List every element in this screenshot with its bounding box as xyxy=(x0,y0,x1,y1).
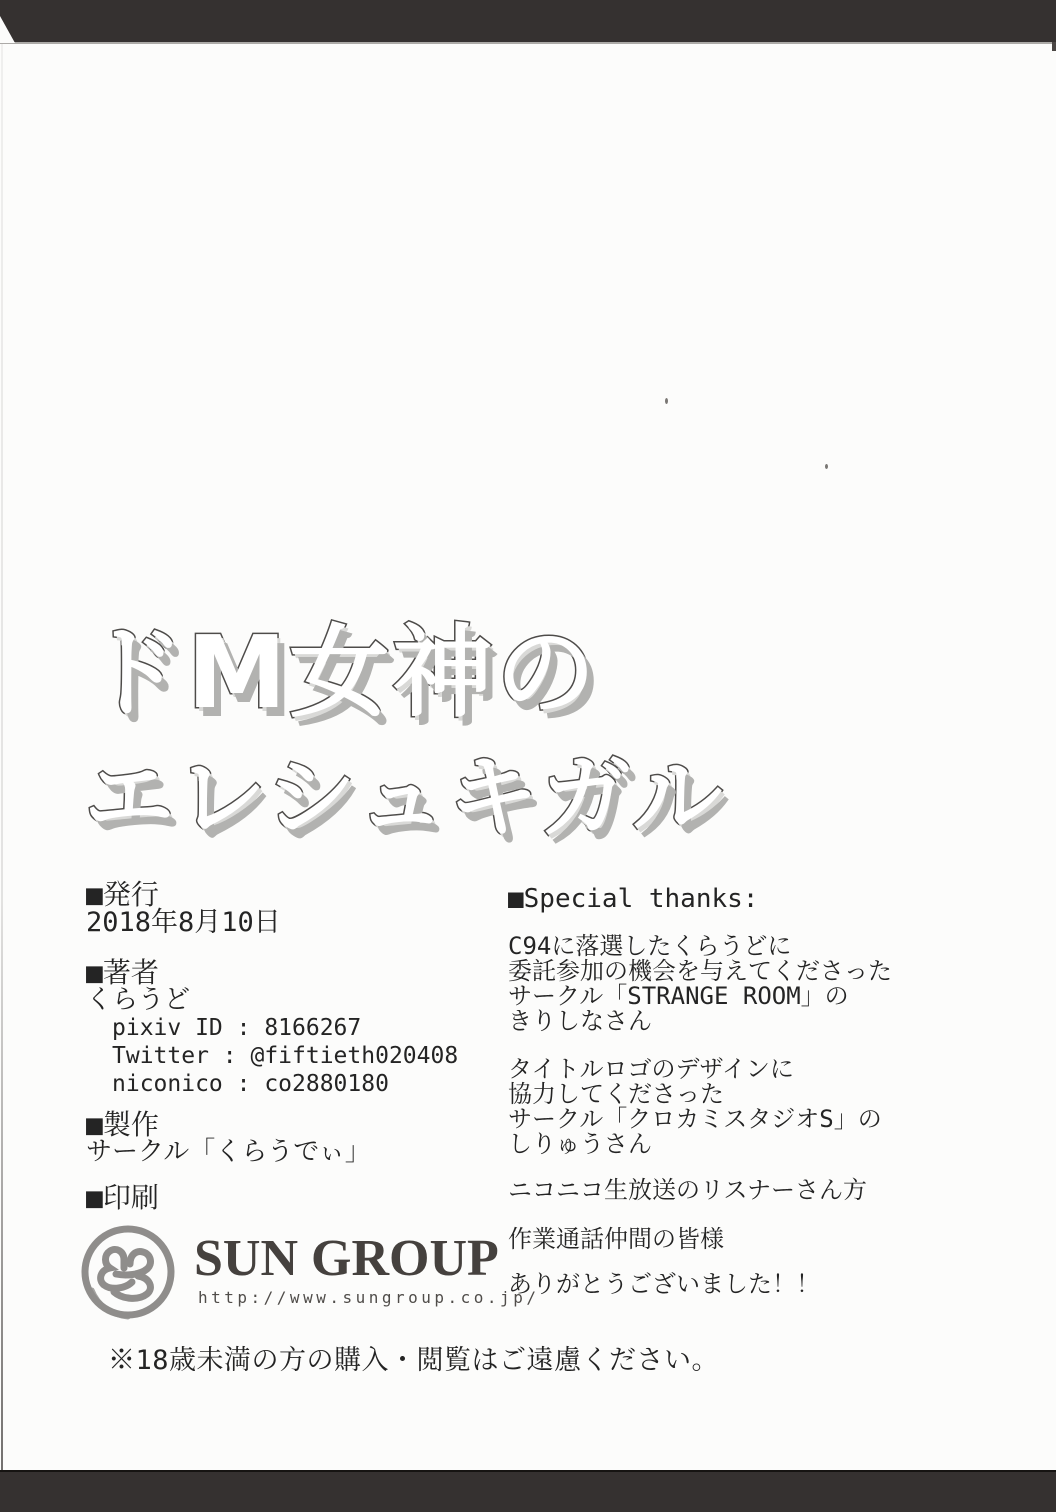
author-pixiv-id: pixiv ID : 8166267 xyxy=(112,1015,362,1041)
printer-company-name: SUN GROUP xyxy=(194,1230,499,1287)
thanks-closing: ありがとうございました！！ xyxy=(508,1270,820,1298)
special-thanks-paragraph-1 xyxy=(508,934,892,1034)
sun-group-wordmark xyxy=(194,1224,539,1307)
special-thanks-heading: ■Special thanks: xyxy=(508,884,759,914)
scan-right-edge-mark xyxy=(1052,42,1056,51)
thanks-line: しりゅうさん xyxy=(508,1130,652,1158)
sun-group-logo xyxy=(76,1224,539,1324)
thanks-line: 協力してくださった xyxy=(508,1080,724,1108)
scan-speck xyxy=(825,464,828,469)
thanks-line: C94に落選したくらうどに xyxy=(508,932,792,960)
special-thanks-paragraph-2 xyxy=(508,1057,882,1157)
title-logo-line-2: エレシュキガル xyxy=(84,745,724,850)
thanks-line: 委託参加の機会を与えてくださった xyxy=(508,957,892,985)
thanks-line: きりしなさん xyxy=(508,1007,652,1035)
scan-left-edge-line xyxy=(1,44,3,1472)
printing-section-heading: ■印刷 xyxy=(86,1181,159,1214)
scanner-band-top xyxy=(0,0,1056,42)
thanks-line: サークル「STRANGE ROOM」の xyxy=(508,982,849,1010)
author-niconico: niconico : co2880180 xyxy=(112,1071,389,1097)
thanks-line: タイトルロゴのデザインに xyxy=(508,1055,794,1083)
thanks-line: サークル「クロカミスタジオS」の xyxy=(508,1105,882,1133)
publish-section-heading: ■発行 xyxy=(86,878,159,911)
author-credit-list xyxy=(112,1014,458,1098)
author-twitter: Twitter : @fiftieth020408 xyxy=(112,1043,459,1069)
printer-url: http://www.sungroup.co.jp/ xyxy=(198,1288,540,1307)
scan-speck xyxy=(665,398,668,404)
author-section-heading: ■著者 xyxy=(86,956,159,989)
thanks-niconico-listeners: ニコニコ生放送のリスナーさん方 xyxy=(508,1176,868,1204)
production-section-heading: ■製作 xyxy=(86,1108,159,1141)
sun-group-emblem-icon xyxy=(76,1224,180,1324)
author-name: くらうど xyxy=(86,985,191,1015)
scanner-band-bottom xyxy=(0,1472,1056,1512)
scanner-band-top-edge xyxy=(0,42,1056,44)
title-logo-line-1: ドM女神の xyxy=(84,614,599,731)
age-restriction-notice: ※18歳未満の方の購入・閲覧はご遠慮ください。 xyxy=(108,1345,720,1376)
publish-date: 2018年8月10日 xyxy=(86,907,281,938)
thanks-work-call-friends: 作業通話仲間の皆様 xyxy=(508,1225,724,1253)
production-circle-name: サークル「くらうでぃ」 xyxy=(86,1137,371,1167)
